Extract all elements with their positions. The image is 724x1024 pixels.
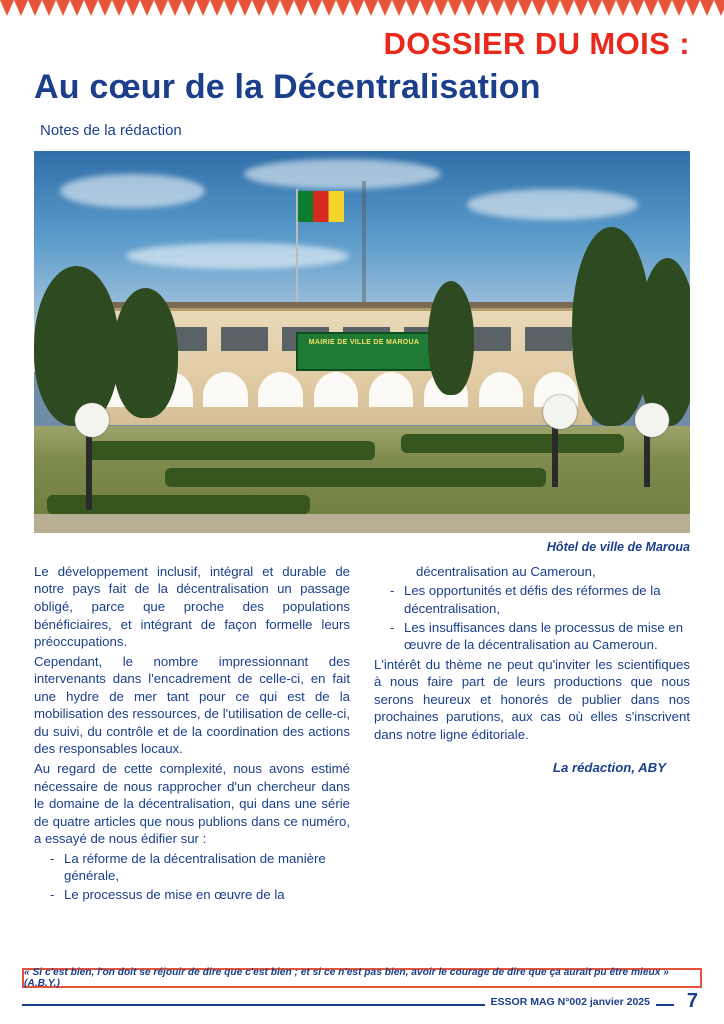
right-bullet-list: [374, 582, 690, 653]
column-right: [374, 563, 690, 904]
left-bullet-list: [34, 850, 350, 904]
border-triangle: [112, 0, 126, 16]
border-triangle: [616, 0, 630, 16]
arch: [369, 372, 413, 406]
border-triangle: [140, 0, 154, 16]
border-triangle: [14, 0, 28, 16]
article-header: [0, 28, 724, 139]
magazine-issue: ESSOR MAG N°002 janvier 2025: [485, 996, 656, 1008]
border-triangle: [56, 0, 70, 16]
lamp-globe: [635, 403, 669, 437]
border-triangle: [308, 0, 322, 16]
border-triangle: [294, 0, 308, 16]
paragraph-continuation: décentralisation au Cameroun,: [416, 563, 596, 579]
border-triangle: [168, 0, 182, 16]
hotel-de-ville-photo: [34, 151, 690, 533]
border-triangle: [322, 0, 336, 16]
tree: [638, 258, 690, 426]
border-triangle: [490, 0, 504, 16]
footer-bar: [22, 990, 702, 1016]
cloud: [60, 174, 204, 208]
paragraph: Au regard de cette complexité, nous avons estimé nécessaire de nous rapprocher d'un chercheur dans le domaine de la décentralisation, qui dans une série de quatre articles que nous publions dans ce numéro, a essayé de nous édifier sur :: [34, 760, 350, 847]
arch: [258, 372, 302, 406]
footer-quote: « Si c'est bien, l'on doit se réjouir de dire que c'est bien ; et si ce n'est pas bien, avoir le courage de dire que ça aurait pu être mieux » (A.B.Y.): [22, 968, 702, 988]
hedge: [401, 434, 624, 453]
border-triangle: [224, 0, 238, 16]
list-item: - Le processus de mise en œuvre de la: [48, 886, 350, 904]
building-sign: [296, 332, 431, 370]
arch: [479, 372, 523, 406]
border-triangle: [420, 0, 434, 16]
border-triangle: [546, 0, 560, 16]
column-left: [34, 563, 350, 904]
border-triangle: [42, 0, 56, 16]
border-triangle: [28, 0, 42, 16]
border-triangle: [504, 0, 518, 16]
border-triangle: [126, 0, 140, 16]
border-triangle: [462, 0, 476, 16]
foreground-road: [34, 514, 690, 533]
border-triangle: [672, 0, 686, 16]
border-triangle: [448, 0, 462, 16]
signoff: La rédaction, ABY: [552, 760, 666, 776]
border-triangle: [714, 0, 724, 16]
window: [221, 327, 268, 352]
border-triangle: [434, 0, 448, 16]
article-subtitle: Notes de la rédaction: [40, 121, 182, 139]
border-triangle: [378, 0, 392, 16]
border-triangle: [238, 0, 252, 16]
border-triangle: [700, 0, 714, 16]
cloud: [126, 243, 349, 270]
border-triangle: [406, 0, 420, 16]
border-triangle: [686, 0, 700, 16]
paragraph: Le développement inclusif, intégral et durable de notre pays fait de la décentralisation un passage obligé, parce que proche des populations bénéficiaires, et intégrant de façon formelle leurs préoccupations.: [34, 563, 350, 650]
lamp-post: [86, 426, 92, 510]
page: [0, 16, 724, 1024]
border-triangle: [182, 0, 196, 16]
decorative-top-border: [0, 0, 724, 16]
page-number: 7: [686, 990, 698, 1012]
list-item: - Les opportunités et défis des réformes de la décentralisation,: [388, 582, 690, 617]
border-triangle: [350, 0, 364, 16]
border-triangle: [252, 0, 266, 16]
building-sign-text: MAIRIE DE VILLE DE MAROUA: [308, 339, 420, 347]
border-triangle: [560, 0, 574, 16]
page-title: Au cœur de la Décentralisation: [34, 67, 541, 106]
photo-caption: Hôtel de ville de Maroua: [546, 539, 690, 554]
border-triangle: [266, 0, 280, 16]
border-triangle: [518, 0, 532, 16]
antenna-mast: [359, 181, 369, 311]
border-triangle: [280, 0, 294, 16]
article-body: [34, 563, 690, 904]
paragraph: Cependant, le nombre impressionnant des intervenants dans l'encadrement de celle-ci, en fait une hydre de mer tant pour ce qui est de la mobilisation des ressources, de l'utilisation de celle-ci, du suivi, du contrôle et de la coordination des actions des responsables locaux.: [34, 653, 350, 757]
dossier-kicker: DOSSIER DU MOIS :: [383, 26, 690, 61]
border-triangle: [532, 0, 546, 16]
border-triangle: [644, 0, 658, 16]
border-triangle: [630, 0, 644, 16]
border-triangle: [336, 0, 350, 16]
list-item: - Les insuffisances dans le processus de mise en œuvre de la décentralisation au Cameroun.: [388, 619, 690, 654]
cloud: [467, 189, 638, 220]
border-triangle: [392, 0, 406, 16]
tree: [113, 288, 179, 418]
border-triangle: [658, 0, 672, 16]
arch: [203, 372, 247, 406]
border-triangle: [84, 0, 98, 16]
border-triangle: [154, 0, 168, 16]
border-triangle: [210, 0, 224, 16]
tree: [34, 266, 119, 426]
hedge: [165, 468, 545, 487]
window: [525, 327, 572, 352]
border-triangle: [588, 0, 602, 16]
cameroon-flag: [298, 191, 344, 222]
border-triangle: [574, 0, 588, 16]
list-item: - La réforme de la décentralisation de manière générale,: [48, 850, 350, 885]
border-triangle: [98, 0, 112, 16]
border-triangle: [602, 0, 616, 16]
border-triangle: [0, 0, 14, 16]
border-triangle: [196, 0, 210, 16]
border-triangle: [70, 0, 84, 16]
cloud: [244, 159, 441, 190]
arch: [314, 372, 358, 406]
hedge: [86, 441, 375, 460]
border-triangle: [476, 0, 490, 16]
tree: [428, 281, 474, 396]
paragraph: L'intérêt du thème ne peut qu'inviter les scientifiques à nous faire part de leurs productions que nous serons heureux et honorés de publier dans nos prochaines parutions, aux cas où elles s'inscrivent dans notre ligne éditoriale.: [374, 656, 690, 742]
border-triangle: [364, 0, 378, 16]
